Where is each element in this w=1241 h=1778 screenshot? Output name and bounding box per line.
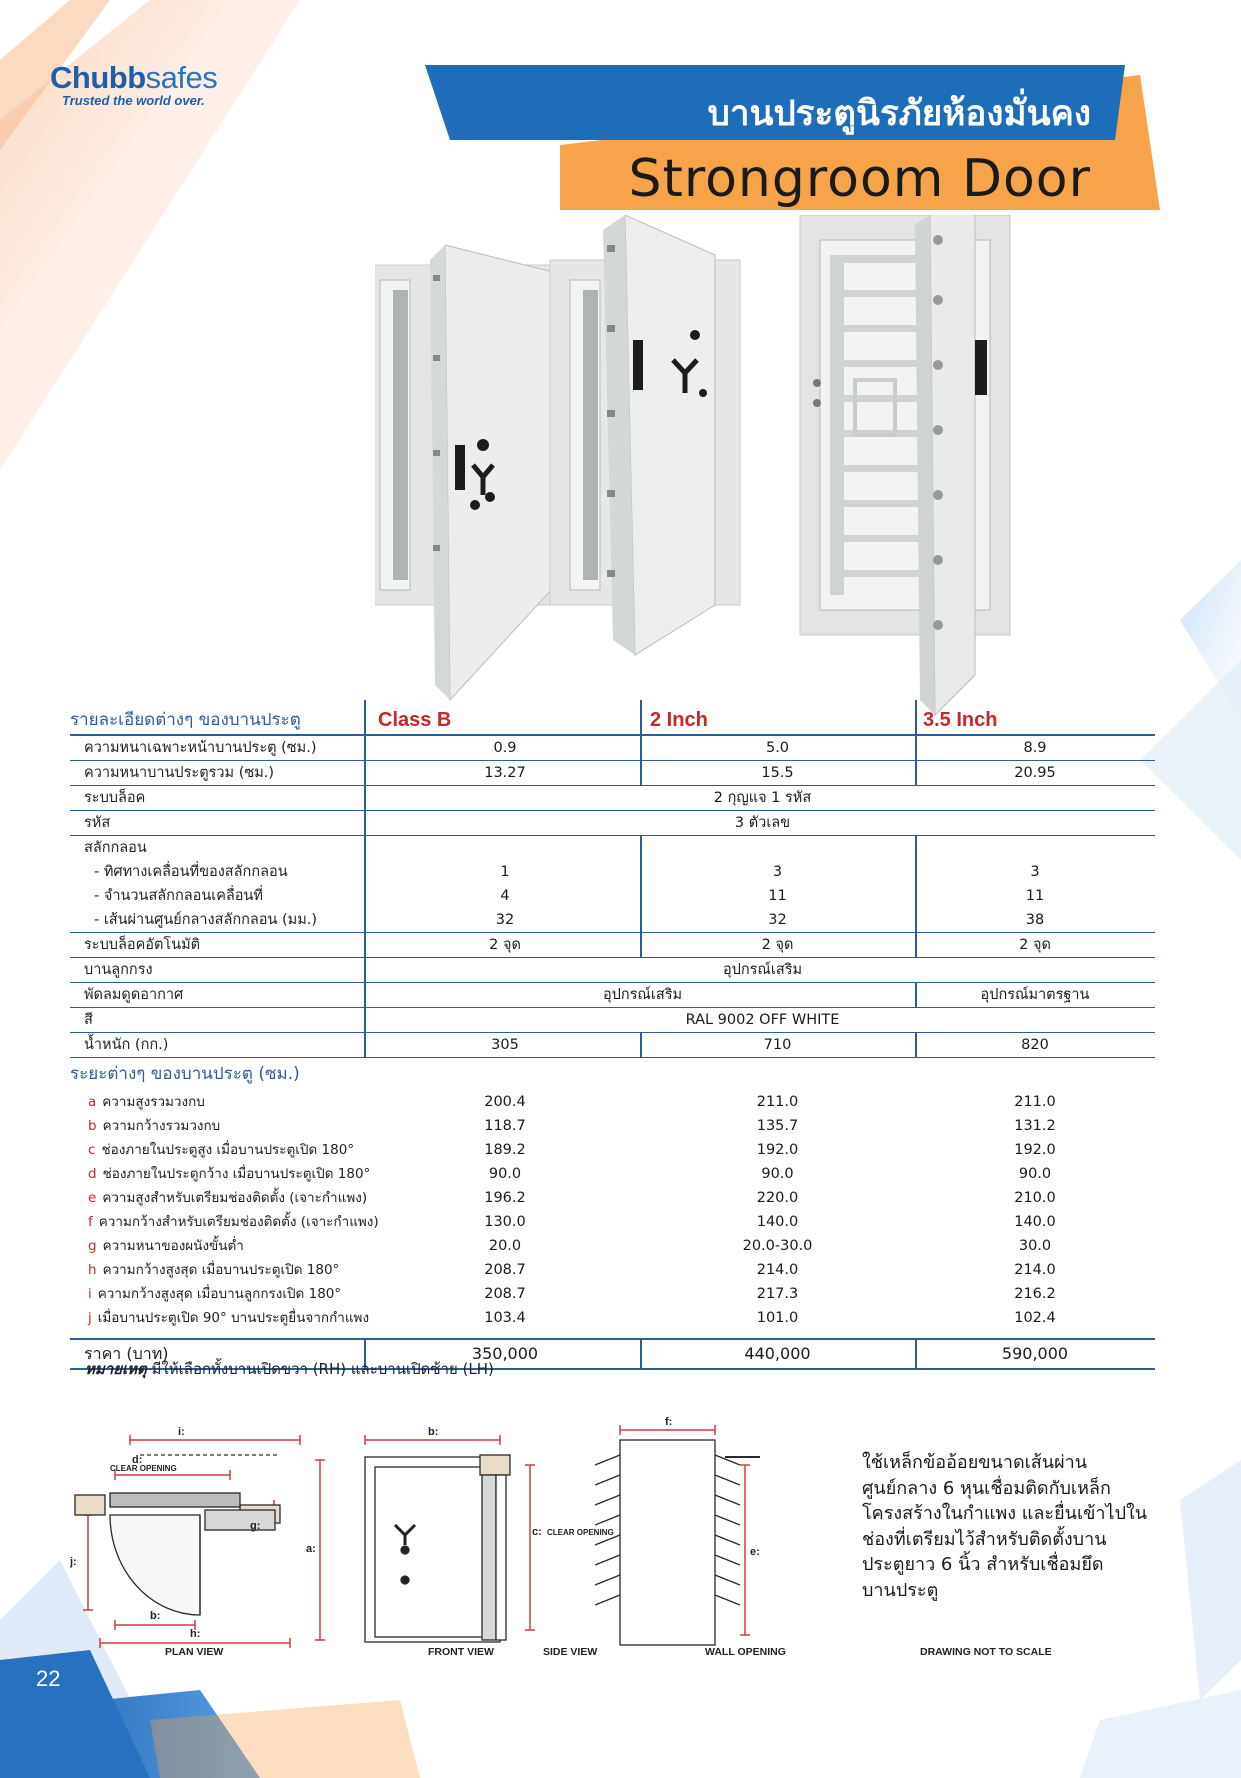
- spec-row-code: [70, 811, 1155, 836]
- door-photos: [375, 215, 1165, 730]
- value-3-5-inch: 820: [1021, 1037, 1049, 1053]
- dimension-letter: a: [88, 1094, 97, 1110]
- value-2-inch: 90.0: [761, 1166, 794, 1182]
- caption-front-view: FRONT VIEW: [428, 1646, 494, 1658]
- dimension-label: [88, 1234, 244, 1258]
- spec-row-ventilator: [70, 983, 1155, 1008]
- value-2-inch: 135.7: [756, 1118, 799, 1134]
- value-3-5-inch: 216.2: [1014, 1286, 1056, 1302]
- value-class-b-and-2-inch: อุปกรณ์เสริม: [602, 987, 683, 1003]
- door-3-5-inch-image: [800, 215, 1010, 715]
- column-header-3-5-inch: 3.5 Inch: [923, 709, 998, 731]
- dimension-text: ช่องภายในประตูสูง เมื่อบานประตูเปิด 180°: [101, 1142, 355, 1158]
- value-3-5-inch: 211.0: [1014, 1094, 1056, 1110]
- row-label: ความหนาเฉพาะหน้าบานประตู (ซม.): [84, 740, 317, 756]
- value-class-b: 118.7: [484, 1118, 526, 1134]
- dimension-text: ความสูงสำหรับเตรียมช่องติดตั้ง (เจาะกำแพง): [102, 1190, 368, 1206]
- title-english: Strongroom Door: [628, 149, 1091, 209]
- value-all-models: 2 กุญแจ 1 รหัส: [713, 790, 812, 806]
- caption-side-view: SIDE VIEW: [543, 1646, 598, 1658]
- dimension-text: ความกว้างสูงสุด เมื่อบานลูกกรงเปิด 180°: [97, 1286, 342, 1302]
- value-class-b: 130.0: [484, 1214, 526, 1230]
- wall-note-line: บานประตู: [862, 1579, 939, 1601]
- value-3-5-inch: 140.0: [1014, 1214, 1056, 1230]
- value-all-models: 3 ตัวเลข: [734, 815, 791, 831]
- dimension-text: ความกว้างรวมวงกบ: [102, 1118, 221, 1134]
- dimension-letter: g: [88, 1238, 97, 1254]
- side-label-c: c:: [532, 1526, 542, 1538]
- column-divider: [915, 700, 917, 734]
- value-class-b: 103.4: [484, 1310, 526, 1326]
- value-3-5-inch: 90.0: [1018, 1166, 1052, 1182]
- value-all-models: อุปกรณ์เสริม: [722, 962, 803, 978]
- dimension-letter: c: [88, 1142, 96, 1158]
- value-3-5-inch: 8.9: [1023, 740, 1047, 756]
- spec-table: [70, 700, 1155, 1370]
- spec-row-bolts: [70, 836, 1155, 860]
- column-divider: [364, 700, 366, 734]
- dimension-text: เมื่อบานประตูเปิด 90° บานประตูยื่นจากกำแพง: [97, 1310, 370, 1326]
- spec-row-color: [70, 1008, 1155, 1033]
- plan-clear-opening: CLEAR OPENING: [110, 1464, 177, 1473]
- plan-label-j: j:: [70, 1556, 77, 1568]
- brand-tagline: Trusted the world over.: [62, 93, 205, 108]
- price-class-b: 350,000: [471, 1344, 539, 1363]
- spec-header-row: [70, 700, 1155, 736]
- footnote-text: มีให้เลือกทั้งบานเปิดขวา (RH) และบานเปิดซ้าย (LH): [151, 1360, 494, 1378]
- plan-label-i: i:: [178, 1426, 185, 1438]
- plan-label-b: b:: [150, 1610, 161, 1622]
- value-3-5-inch: อุปกรณ์มาตรฐาน: [980, 987, 1090, 1003]
- plan-label-g: g:: [250, 1520, 261, 1532]
- footnote-prefix: หมายเหตุ: [85, 1360, 147, 1378]
- value-3-5-inch: 38: [1025, 912, 1045, 928]
- dimension-rows: [70, 1090, 1155, 1330]
- row-label: สี: [84, 1012, 93, 1028]
- dimension-letter: i: [88, 1286, 92, 1302]
- plan-label-d: d:: [132, 1454, 143, 1466]
- row-label: ระบบล็อคอัตโนมัติ: [84, 937, 201, 953]
- dimension-row-g: [70, 1234, 1155, 1258]
- dimension-row-j: [70, 1306, 1155, 1330]
- front-label-b: b:: [428, 1426, 439, 1438]
- dimension-letter: f: [88, 1214, 93, 1230]
- value-class-b: 200.4: [484, 1094, 526, 1110]
- value-class-b: 90.0: [488, 1166, 522, 1182]
- value-2-inch: 3: [772, 864, 783, 880]
- row-label: น้ำหนัก (กก.): [84, 1037, 169, 1053]
- spec-row-total-thickness: [70, 761, 1155, 786]
- page-number: 22: [36, 1666, 61, 1691]
- dimension-label: [88, 1090, 205, 1114]
- title-thai: บานประตูนิรภัยห้องมั่นคง: [707, 94, 1091, 134]
- value-class-b: 189.2: [484, 1142, 526, 1158]
- value-class-b: 1: [500, 864, 510, 880]
- price-label: ราคา (บาท): [84, 1344, 169, 1363]
- value-3-5-inch: 2 จุด: [1019, 937, 1051, 953]
- row-label: ความหนาบานประตูรวม (ซม.): [84, 765, 275, 781]
- dimension-text: ความหนาของผนังขั้นต่ำ: [102, 1238, 244, 1254]
- price-3-5-inch: 590,000: [1001, 1344, 1069, 1363]
- dimension-text: ช่องภายในประตูกว้าง เมื่อบานประตูเปิด 180°: [102, 1166, 371, 1182]
- value-2-inch: 214.0: [756, 1262, 799, 1278]
- value-2-inch: 15.5: [761, 765, 794, 781]
- value-3-5-inch: 131.2: [1014, 1118, 1056, 1134]
- value-3-5-inch: 30.0: [1018, 1238, 1052, 1254]
- dimension-letter: b: [88, 1118, 97, 1134]
- value-2-inch: 5.0: [765, 740, 790, 756]
- dimension-row-i: [70, 1282, 1155, 1306]
- column-header-class-b: Class B: [378, 709, 452, 731]
- value-class-b: 2 จุด: [489, 937, 521, 953]
- brand-name-light: safes: [145, 60, 218, 95]
- dimension-label: [88, 1186, 367, 1210]
- wall-note-line: ช่องที่เตรียมไว้สำหรับติดตั้งบาน: [862, 1528, 1107, 1550]
- dimension-row-h: [70, 1258, 1155, 1282]
- value-3-5-inch: 11: [1025, 888, 1045, 904]
- dimension-text: ความกว้างสำหรับเตรียมช่องติดตั้ง (เจาะกำแพง): [98, 1214, 379, 1230]
- row-label: - ทิศทางเคลื่อนที่ของสลักกลอน: [94, 864, 288, 880]
- column-header-2-inch: 2 Inch: [650, 709, 708, 731]
- spec-row-bolt-directions: [70, 860, 1155, 884]
- plan-label-h: h:: [190, 1628, 201, 1640]
- value-class-b: 20.0: [488, 1238, 522, 1254]
- value-class-b: 305: [491, 1037, 519, 1053]
- row-label: รหัส: [84, 815, 111, 831]
- row-label: - จำนวนสลักกลอนเคลื่อนที่: [94, 888, 263, 904]
- value-2-inch: 101.0: [756, 1310, 799, 1326]
- dimension-row-e: [70, 1186, 1155, 1210]
- value-class-b: 4: [500, 888, 510, 904]
- dimension-row-a: [70, 1090, 1155, 1114]
- brand-logo: [50, 62, 217, 108]
- wall-label-f: f:: [665, 1416, 673, 1428]
- dimension-letter: e: [88, 1190, 97, 1206]
- dimension-label: [88, 1306, 369, 1330]
- value-2-inch: 11: [768, 888, 787, 904]
- dimension-row-b: [70, 1114, 1155, 1138]
- dimension-letter: h: [88, 1262, 97, 1278]
- footnote: [85, 1357, 494, 1381]
- wall-opening-note: [862, 1450, 1162, 1603]
- value-2-inch: 140.0: [756, 1214, 799, 1230]
- dimension-row-d: [70, 1162, 1155, 1186]
- dimension-label: [88, 1138, 354, 1162]
- value-class-b: 0.9: [493, 740, 517, 756]
- wall-note-line: ใช้เหล็กข้ออ้อยขนาดเส้นผ่าน: [862, 1452, 1088, 1473]
- value-3-5-inch: 214.0: [1014, 1262, 1056, 1278]
- row-label: บานลูกกรง: [84, 962, 153, 978]
- caption-plan-view: PLAN VIEW: [165, 1646, 224, 1658]
- wall-label-e: e:: [750, 1546, 760, 1558]
- spec-row-face-thickness: [70, 736, 1155, 761]
- door-2-inch-image: [550, 215, 740, 655]
- value-2-inch: 2 จุด: [761, 937, 794, 953]
- value-3-5-inch: 210.0: [1014, 1190, 1056, 1206]
- dimension-row-f: [70, 1210, 1155, 1234]
- dimension-label: [88, 1282, 341, 1306]
- front-label-a: a:: [306, 1543, 316, 1555]
- wall-note-line: ศูนย์กลาง 6 หุนเชื่อมติดกับเหล็ก: [862, 1477, 1111, 1499]
- spec-row-auto-lock: [70, 933, 1155, 958]
- spec-row-lock-system: [70, 786, 1155, 811]
- value-class-b: 13.27: [484, 765, 526, 781]
- caption-not-to-scale: DRAWING NOT TO SCALE: [920, 1646, 1052, 1658]
- value-3-5-inch: 20.95: [1014, 765, 1056, 781]
- dimension-text: ความสูงรวมวงกบ: [102, 1094, 205, 1110]
- row-label: พัดลมดูดอากาศ: [84, 987, 184, 1003]
- value-2-inch: 32: [768, 912, 787, 928]
- value-class-b: 32: [495, 912, 515, 928]
- column-divider: [640, 700, 642, 734]
- dimension-label: [88, 1162, 370, 1186]
- dimension-label: [88, 1258, 339, 1282]
- side-clear-opening: CLEAR OPENING: [547, 1528, 614, 1537]
- row-label: ระบบล็อค: [84, 790, 146, 806]
- value-class-b: 208.7: [484, 1286, 526, 1302]
- row-label: สลักกลอน: [84, 840, 147, 856]
- wall-note-line: โครงสร้างในกำแพง และยื่นเข้าไปใน: [862, 1503, 1148, 1524]
- value-2-inch: 192.0: [756, 1142, 799, 1158]
- spec-row-grille-door: [70, 958, 1155, 983]
- value-3-5-inch: 3: [1030, 864, 1040, 880]
- spec-section-title: รายละเอียดต่างๆ ของบานประตู: [70, 710, 301, 730]
- value-all-models: RAL 9002 OFF WHITE: [685, 1012, 840, 1028]
- door-class-b-image: [375, 245, 565, 700]
- dimension-label: [88, 1210, 379, 1234]
- value-3-5-inch: 192.0: [1014, 1142, 1056, 1158]
- dimension-text: ความกว้างสูงสุด เมื่อบานประตูเปิด 180°: [102, 1262, 340, 1278]
- brand-name-bold: Chubb: [50, 60, 146, 95]
- value-class-b: 196.2: [484, 1190, 526, 1206]
- dimension-section-title: ระยะต่างๆ ของบานประตู (ซม.): [70, 1064, 300, 1084]
- spec-row-bolt-count: [70, 884, 1155, 908]
- dimension-letter: j: [88, 1310, 92, 1326]
- spec-row-weight: [70, 1033, 1155, 1058]
- caption-wall-opening: WALL OPENING: [705, 1646, 786, 1658]
- value-2-inch: 220.0: [756, 1190, 799, 1206]
- value-2-inch: 710: [763, 1037, 792, 1053]
- price-2-inch: 440,000: [744, 1344, 811, 1363]
- value-class-b: 208.7: [484, 1262, 526, 1278]
- dimension-section-header: [70, 1058, 1155, 1090]
- value-2-inch: 211.0: [756, 1094, 799, 1110]
- dimension-row-c: [70, 1138, 1155, 1162]
- dimension-letter: d: [88, 1166, 97, 1182]
- value-2-inch: 217.3: [756, 1286, 799, 1302]
- wall-note-line: ประตูยาว 6 นิ้ว สำหรับเชื่อมยึด: [862, 1554, 1104, 1575]
- dimension-label: [88, 1114, 220, 1138]
- value-2-inch: 20.0-30.0: [742, 1238, 813, 1254]
- spec-row-bolt-diameter: [70, 908, 1155, 933]
- row-label: - เส้นผ่านศูนย์กลางสลักกลอน (มม.): [94, 912, 318, 928]
- value-3-5-inch: 102.4: [1014, 1310, 1056, 1326]
